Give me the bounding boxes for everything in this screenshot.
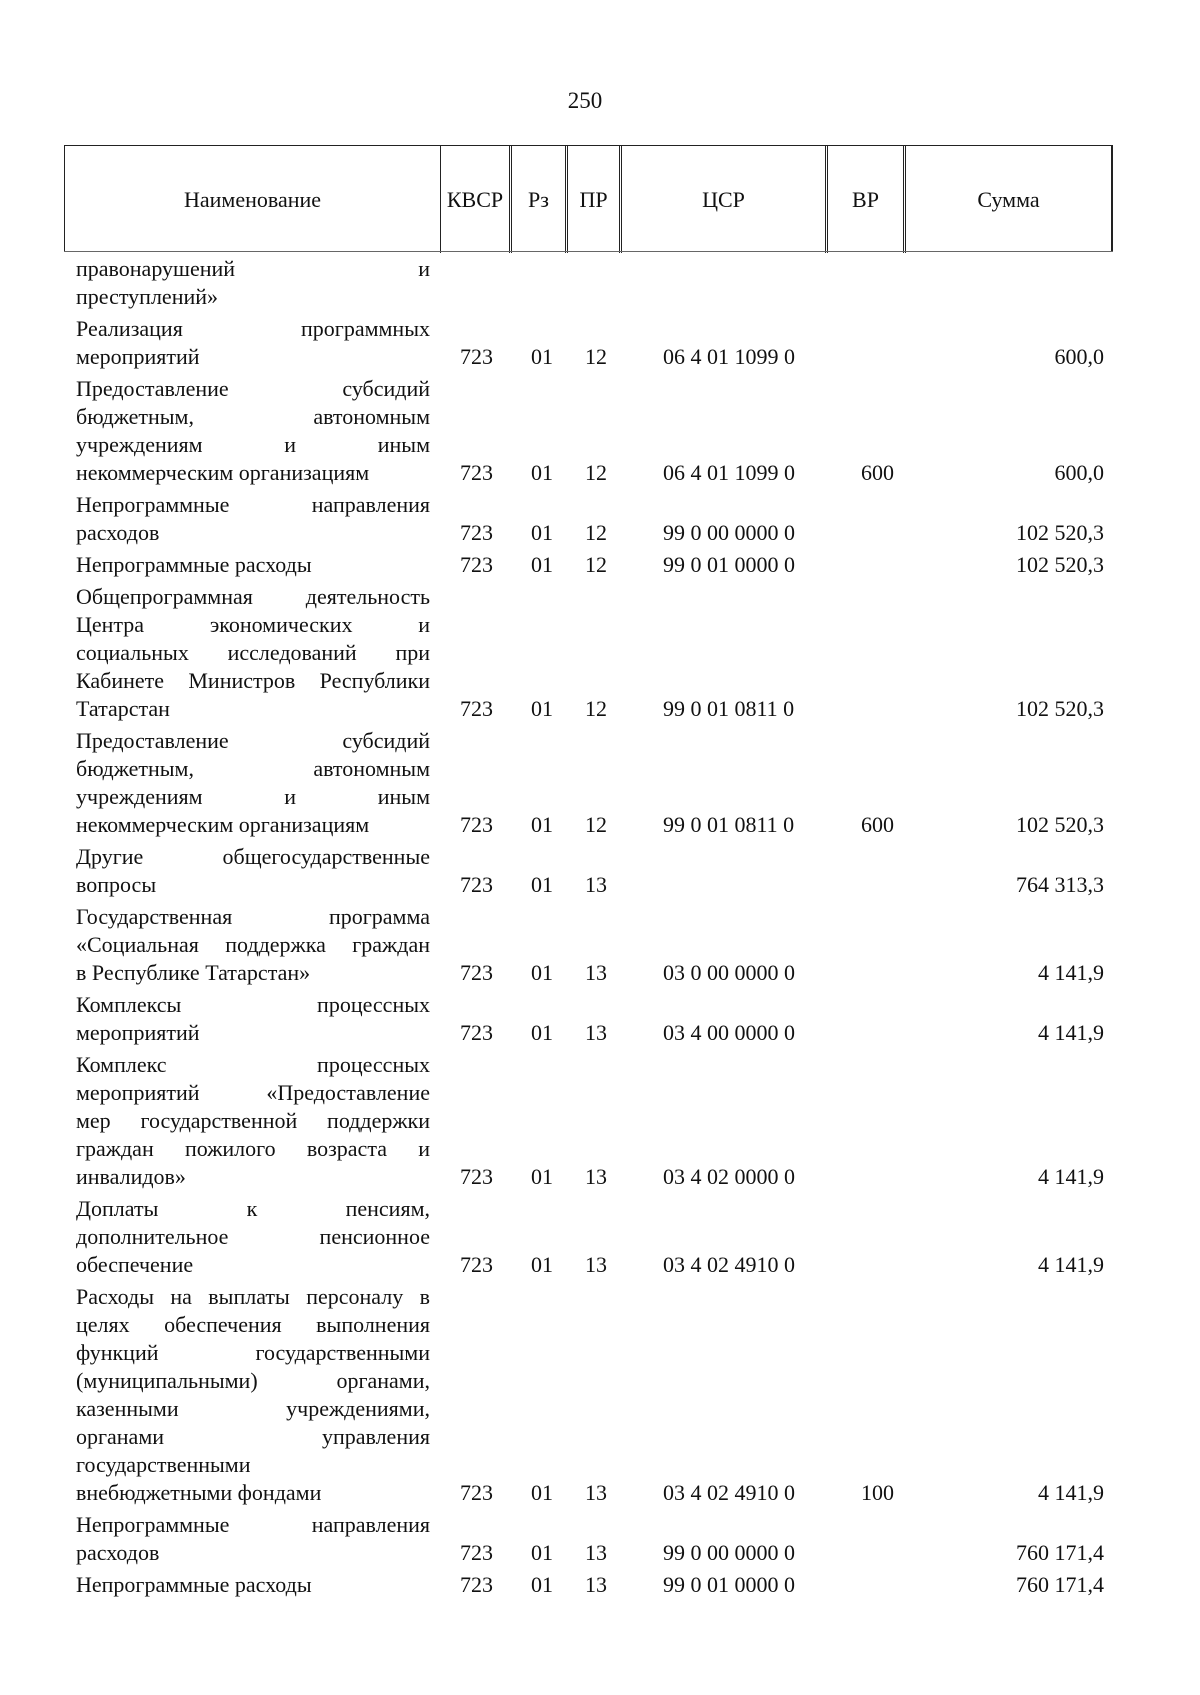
cell-pr: 12: [585, 460, 607, 485]
cell-rz: 01: [531, 960, 553, 985]
table-row: [0, 1511, 1200, 1567]
row-name: [76, 1511, 430, 1567]
table-row: [0, 843, 1200, 899]
cell-csr: 03 4 02 0000 0: [663, 1164, 795, 1189]
cell-kvsr: 723: [460, 696, 493, 721]
cell-sum: 102 520,3: [1016, 812, 1104, 837]
row-name-line: правонарушений и: [76, 256, 430, 281]
header-sum: Сумма: [977, 186, 1040, 212]
row-name: [76, 1283, 430, 1507]
header-csr: ЦСР: [702, 186, 745, 212]
table-row: [0, 315, 1200, 371]
row-name-line: преступлений»: [76, 284, 219, 309]
cell-sum: 4 141,9: [1038, 1252, 1104, 1277]
row-name-line: Доплаты к пенсиям,: [76, 1196, 430, 1221]
cell-pr: 13: [585, 1164, 607, 1189]
cell-csr: 99 0 00 0000 0: [663, 520, 795, 545]
row-name-line: Государственная программа: [76, 904, 430, 929]
cell-sum: 4 141,9: [1038, 960, 1104, 985]
row-name-line: бюджетным, автономным: [76, 756, 430, 781]
cell-sum: 102 520,3: [1016, 520, 1104, 545]
row-name-line: обеспечение: [76, 1252, 194, 1277]
row-name-line: Другие общегосударственные: [76, 844, 430, 869]
row-name-line: мер государственной поддержки: [76, 1108, 430, 1133]
row-name: [76, 491, 430, 547]
cell-sum: 4 141,9: [1038, 1164, 1104, 1189]
cell-rz: 01: [531, 1020, 553, 1045]
row-name: [76, 255, 430, 311]
cell-rz: 01: [531, 872, 553, 897]
cell-csr: 06 4 01 1099 0: [663, 460, 795, 485]
row-name-line: Общепрограммная деятельность: [76, 584, 430, 609]
cell-pr: 13: [585, 1540, 607, 1565]
cell-rz: 01: [531, 812, 553, 837]
row-name-line: Татарстан: [76, 696, 170, 721]
table-row: [0, 375, 1200, 487]
cell-kvsr: 723: [460, 1164, 493, 1189]
row-name-line: Комплекс процессных: [76, 1052, 430, 1077]
row-name: [76, 903, 430, 987]
cell-rz: 01: [531, 1164, 553, 1189]
cell-pr: 13: [585, 1480, 607, 1505]
table-row: [0, 551, 1200, 579]
row-name-line: внебюджетными фондами: [76, 1480, 322, 1505]
cell-sum: 4 141,9: [1038, 1480, 1104, 1505]
row-name: [76, 1051, 430, 1191]
cell-csr: 99 0 01 0811 0: [663, 696, 795, 721]
cell-kvsr: 723: [460, 1572, 493, 1597]
row-name-line: «Социальная поддержка граждан: [76, 932, 430, 957]
cell-rz: 01: [531, 1252, 553, 1277]
cell-vr: 100: [861, 1480, 894, 1505]
row-name-line: казенными учреждениями,: [76, 1396, 430, 1421]
row-name-line: органами управления: [76, 1424, 430, 1449]
cell-sum: 600,0: [1054, 344, 1104, 369]
table-row: [0, 255, 1200, 311]
row-name: [76, 1195, 430, 1279]
row-name-line: мероприятий: [76, 1020, 200, 1045]
table-row: [0, 1051, 1200, 1191]
row-name: [76, 375, 430, 487]
cell-vr: 600: [861, 460, 894, 485]
cell-kvsr: 723: [460, 1480, 493, 1505]
row-name: [76, 727, 430, 839]
cell-csr: 99 0 01 0000 0: [663, 552, 795, 577]
cell-sum: 102 520,3: [1016, 552, 1104, 577]
cell-csr: 03 0 00 0000 0: [663, 960, 795, 985]
row-name-line: Непрограммные расходы: [76, 552, 312, 577]
page-number: 250: [567, 88, 603, 113]
cell-csr: 99 0 01 0811 0: [663, 812, 795, 837]
cell-kvsr: 723: [460, 872, 493, 897]
row-name-line: в Республике Татарстан»: [76, 960, 311, 985]
cell-csr: 03 4 02 4910 0: [663, 1480, 795, 1505]
cell-rz: 01: [531, 1572, 553, 1597]
row-name-line: (муниципальными) органами,: [76, 1368, 430, 1393]
row-name-line: мероприятий «Предоставление: [76, 1080, 430, 1105]
header-vr: ВР: [852, 186, 879, 212]
header-pr: ПР: [579, 186, 608, 212]
header-name: Наименование: [183, 186, 322, 212]
row-name-line: целях обеспечения выполнения: [76, 1312, 430, 1337]
row-name: [76, 551, 430, 579]
row-name-line: дополнительное пенсионное: [76, 1224, 430, 1249]
cell-kvsr: 723: [460, 460, 493, 485]
row-name: [76, 843, 430, 899]
cell-rz: 01: [531, 520, 553, 545]
row-name-line: мероприятий: [76, 344, 200, 369]
row-name-line: Непрограммные направления: [76, 1512, 430, 1537]
cell-pr: 13: [585, 872, 607, 897]
cell-kvsr: 723: [460, 520, 493, 545]
cell-rz: 01: [531, 1480, 553, 1505]
row-name-line: Предоставление субсидий: [76, 728, 430, 753]
cell-sum: 760 171,4: [1016, 1572, 1104, 1597]
cell-vr: 600: [861, 812, 894, 837]
cell-kvsr: 723: [460, 552, 493, 577]
row-name: [76, 583, 430, 723]
cell-kvsr: 723: [460, 1540, 493, 1565]
table-body: [0, 255, 1200, 1603]
cell-pr: 12: [585, 812, 607, 837]
table-row: [0, 1283, 1200, 1507]
cell-pr: 12: [585, 344, 607, 369]
cell-kvsr: 723: [460, 812, 493, 837]
cell-rz: 01: [531, 696, 553, 721]
row-name-line: учреждениям и иным: [76, 432, 430, 457]
cell-pr: 12: [585, 520, 607, 545]
cell-csr: 06 4 01 1099 0: [663, 344, 795, 369]
row-name-line: государственными: [76, 1452, 251, 1477]
cell-pr: 13: [585, 960, 607, 985]
row-name-line: Комплексы процессных: [76, 992, 430, 1017]
cell-sum: 4 141,9: [1038, 1020, 1104, 1045]
row-name-line: учреждениям и иным: [76, 784, 430, 809]
cell-kvsr: 723: [460, 344, 493, 369]
table-row: [0, 991, 1200, 1047]
row-name-line: бюджетным, автономным: [76, 404, 430, 429]
cell-sum: 760 171,4: [1016, 1540, 1104, 1565]
table-row: [0, 727, 1200, 839]
cell-csr: 03 4 02 4910 0: [663, 1252, 795, 1277]
table-row: [0, 903, 1200, 987]
row-name-line: Реализация программных: [76, 316, 430, 341]
cell-pr: 13: [585, 1020, 607, 1045]
table-row: [0, 1195, 1200, 1279]
cell-pr: 13: [585, 1252, 607, 1277]
row-name-line: некоммерческим организациям: [76, 460, 370, 485]
cell-rz: 01: [531, 460, 553, 485]
cell-sum: 600,0: [1054, 460, 1104, 485]
row-name-line: Предоставление субсидий: [76, 376, 430, 401]
row-name: [76, 315, 430, 371]
cell-kvsr: 723: [460, 960, 493, 985]
header-bottom-rule: [64, 251, 1113, 252]
row-name: [76, 991, 430, 1047]
cell-kvsr: 723: [460, 1020, 493, 1045]
cell-rz: 01: [531, 1540, 553, 1565]
cell-csr: 99 0 00 0000 0: [663, 1540, 795, 1565]
row-name-line: расходов: [76, 520, 160, 545]
cell-csr: 99 0 01 0000 0: [663, 1572, 795, 1597]
row-name-line: функций государственными: [76, 1340, 430, 1365]
row-name-line: Непрограммные направления: [76, 492, 430, 517]
row-name-line: вопросы: [76, 872, 157, 897]
row-name-line: Кабинете Министров Республики: [76, 668, 430, 693]
cell-csr: 03 4 00 0000 0: [663, 1020, 795, 1045]
row-name-line: некоммерческим организациям: [76, 812, 370, 837]
row-name-line: Центра экономических и: [76, 612, 430, 637]
row-name-line: расходов: [76, 1540, 160, 1565]
header-kvsr: КВСР: [446, 186, 504, 212]
cell-kvsr: 723: [460, 1252, 493, 1277]
cell-pr: 12: [585, 696, 607, 721]
cell-rz: 01: [531, 344, 553, 369]
cell-pr: 12: [585, 552, 607, 577]
row-name-line: Непрограммные расходы: [76, 1572, 312, 1597]
cell-pr: 13: [585, 1572, 607, 1597]
table-row: [0, 1571, 1200, 1599]
cell-sum: 764 313,3: [1016, 872, 1104, 897]
row-name-line: инвалидов»: [76, 1164, 186, 1189]
row-name-line: социальных исследований при: [76, 640, 430, 665]
cell-sum: 102 520,3: [1016, 696, 1104, 721]
table-row: [0, 491, 1200, 547]
header-rz: Рз: [528, 186, 549, 212]
row-name: [76, 1571, 430, 1599]
table-header: [64, 145, 1113, 252]
cell-rz: 01: [531, 552, 553, 577]
row-name-line: Расходы на выплаты персоналу в: [76, 1284, 430, 1309]
row-name-line: граждан пожилого возраста и: [76, 1136, 430, 1161]
table-row: [0, 583, 1200, 723]
